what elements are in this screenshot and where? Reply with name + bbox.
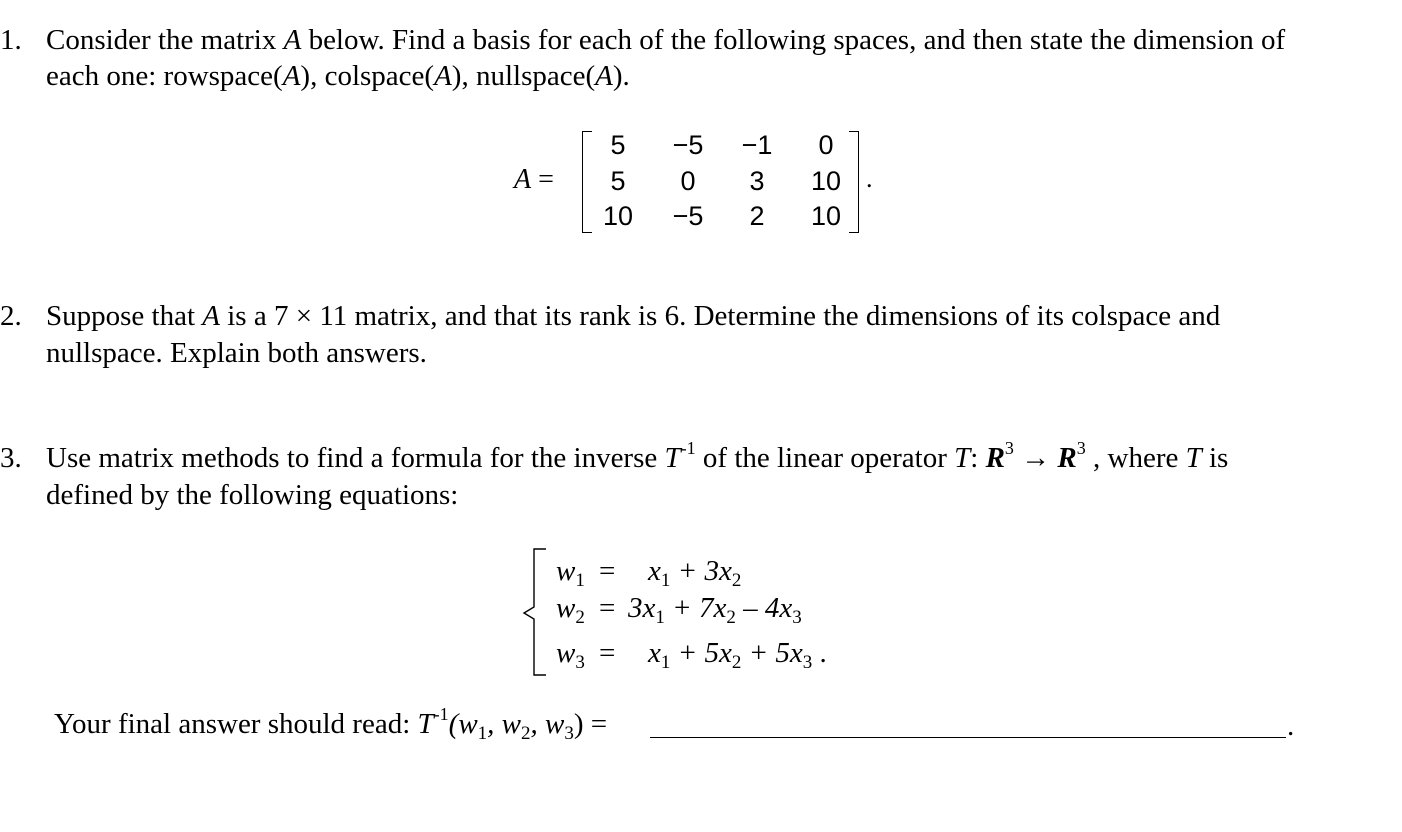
problem-3-text-d: is (1201, 442, 1229, 474)
problem-1-text-d: ), colspace( (300, 60, 435, 92)
problem-3-text-a: Use matrix methods to find a formula for the inverse (46, 442, 665, 474)
matrix-cell: 3 (749, 166, 765, 196)
equation-row: $w_1$ (556, 555, 585, 591)
matrix-cell: 5 (610, 166, 626, 196)
equation-eq: = (599, 592, 616, 624)
matrix-cell: 5 (610, 130, 626, 160)
left-brace (512, 547, 548, 677)
space-exponent: 3 (1004, 438, 1014, 458)
answer-blank-line[interactable] (650, 737, 1286, 738)
problem-1-line-2 (46, 62, 630, 91)
problem-1-text-c: each one: rowspace( (46, 60, 283, 92)
matrix-period: . (866, 164, 873, 193)
problem-2-line-1 (46, 302, 1220, 331)
matrix-cell: 10 (602, 201, 634, 231)
matrix-name: A (595, 60, 613, 92)
operator-t: T (664, 442, 681, 474)
problem-2-text-b: is a 7 × 11 matrix, and that its rank is 6. Determine the dimensions of its colspace and (220, 300, 1221, 332)
problem-1-line-1 (46, 26, 1285, 55)
problem-2-text-a: Suppose that (46, 300, 203, 332)
equation-row: $w_2$ (556, 592, 585, 628)
space-r: R (985, 442, 1005, 474)
matrix-cell: 10 (810, 201, 842, 231)
matrix-name: A (434, 60, 452, 92)
final-answer-prefix: Your final answer should read: (54, 708, 418, 740)
inverse-exponent: -1 (433, 704, 449, 724)
matrix-cell: −5 (672, 130, 704, 160)
operator-t: T (954, 442, 971, 474)
space-exponent: 3 (1076, 438, 1086, 458)
matrix-name: A (202, 300, 220, 332)
space-r: R (1057, 442, 1077, 474)
problem-3-text-b: of the linear operator (695, 442, 955, 474)
inverse-exponent: -1 (680, 438, 696, 458)
problem-1-text-a: Consider the matrix (46, 24, 284, 56)
final-answer-period: . (1287, 710, 1295, 742)
matrix-cell: 0 (818, 130, 834, 160)
equation-rhs: $x_1 + 5x_2 + 5x_3$ . (648, 637, 827, 673)
arrow: → (1013, 442, 1058, 474)
problem-3-line-2: defined by the following equations: (46, 479, 459, 511)
problem-3-colon: : (970, 442, 986, 474)
matrix-name: A (283, 24, 302, 56)
matrix-name: A (282, 60, 301, 92)
problem-2-number: 2. (0, 300, 22, 332)
problem-1-text-f: ). (612, 60, 630, 92)
problem-3-line-1 (46, 438, 1229, 474)
final-answer-prompt: Your final answer should read: $T^{-1}(w_1$, $w_2$, $w_3$) = (54, 704, 608, 744)
equation-rhs: $3x_1 + 7x_2 - 4x_3$ (628, 592, 802, 628)
equation-eq: = (599, 555, 616, 587)
operator-t: T (1185, 442, 1202, 474)
problem-3-text-c: , where (1085, 442, 1186, 474)
problem-1-text-e: ), nullspace( (451, 60, 596, 92)
matrix-cell: 2 (749, 201, 765, 231)
equation-rhs: $x_1 + 3x_2$ (648, 555, 742, 591)
equation-row: $w_3$ (556, 637, 585, 673)
problem-2-line-2: nullspace. Explain both answers. (46, 337, 427, 369)
matrix-cell: −1 (741, 130, 773, 160)
problem-3-number: 3. (0, 442, 22, 474)
matrix-cell: 0 (680, 166, 696, 196)
problem-1-number: 1. (0, 24, 22, 56)
matrix-right-bracket (849, 131, 859, 233)
matrix-a-label: A = (514, 164, 554, 195)
matrix-cell: 10 (810, 166, 842, 196)
problem-1-text-b: below. Find a basis for each of the following spaces, and then state the dimension of (301, 24, 1286, 56)
matrix-cell: −5 (672, 201, 704, 231)
equation-eq: = (599, 637, 616, 669)
operator-t: T (417, 708, 434, 740)
